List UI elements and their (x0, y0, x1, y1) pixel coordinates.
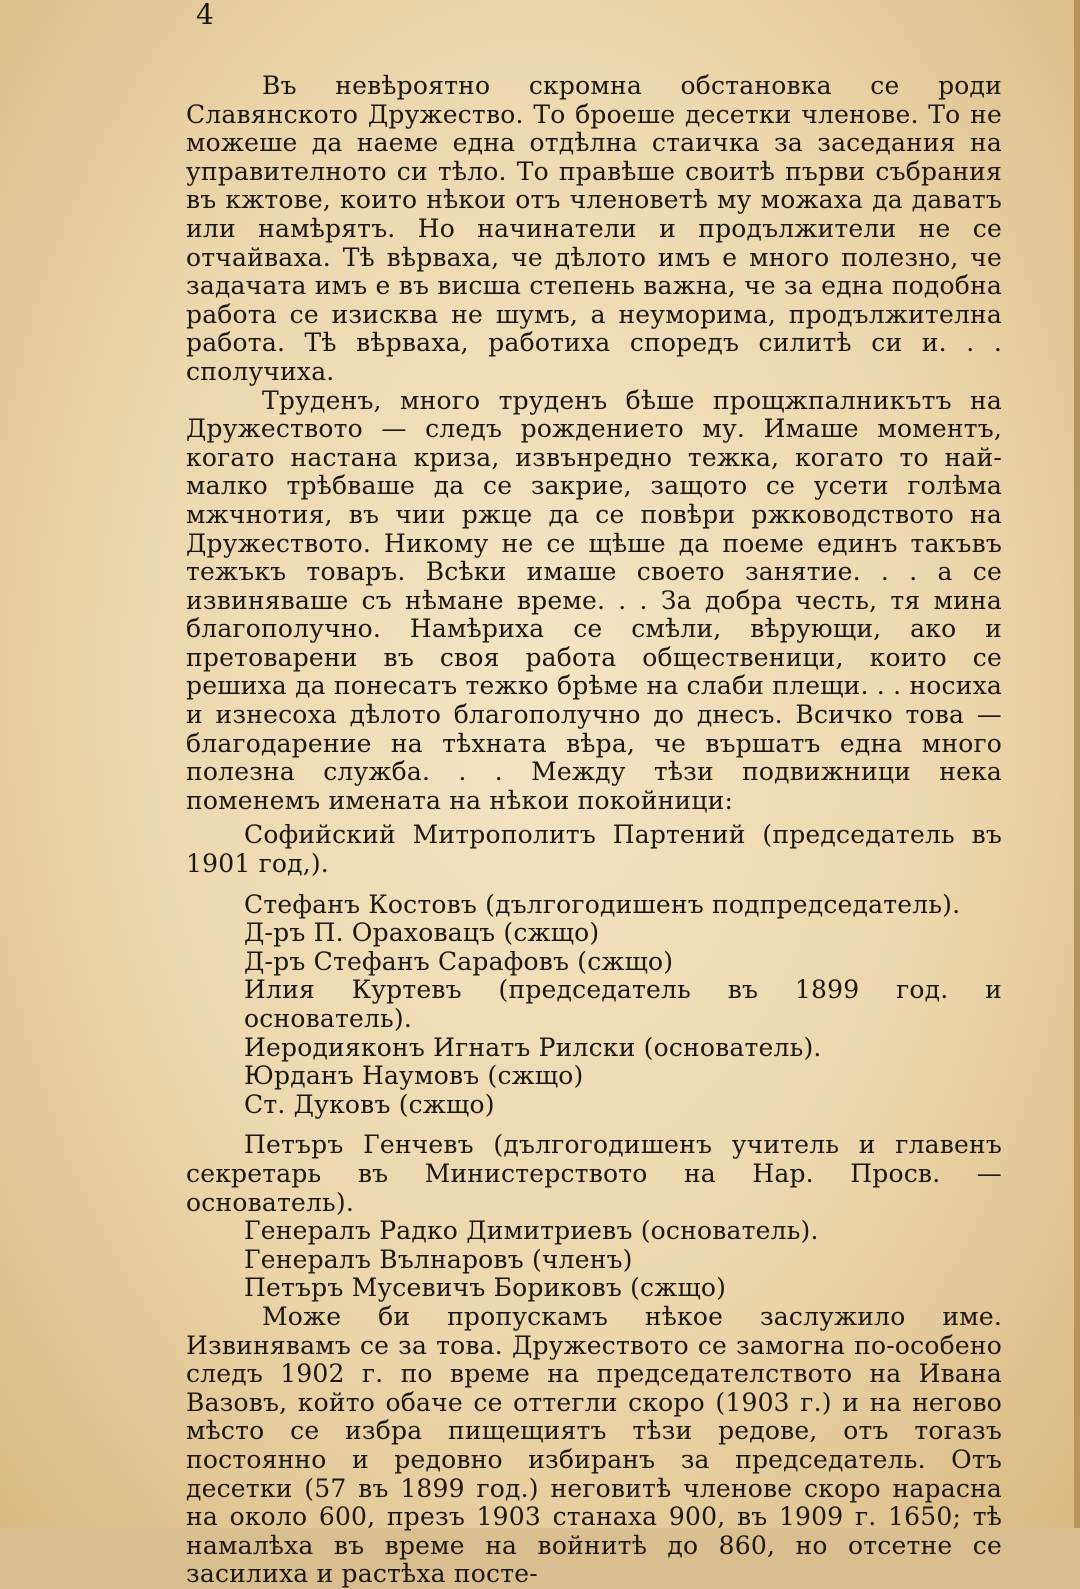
paragraph-founding: Въ невѣроятно скромна обстановка се роди Славянското Дружество. То броеше десетки членове. То не можеше да наеме една отдѣлна стаичка за заседания на управителното си тѣло. То правѣше своитѣ първи събрания въ кжтове, които нѣкои отъ членоветѣ му можаха да даватъ или намѣрятъ. Но начинатели и продължители не се отчайваха. Тѣ вѣрваха, че дѣлото имъ е много полезно, че задачата имъ е въ висша степень важна, че за една подобна работа се изисква не шумъ, а неуморима, продължителна работа. Тѣ вѣрваха, работиха споредъ силитѣ си и. . . сполучиха. (186, 71, 1002, 386)
deceased-members-list (186, 821, 1002, 1303)
list-item: Петъръ Генчевъ (дългогодишенъ учитель и главенъ секретарь въ Министерството на Нар. Просв. — основатель). (186, 1130, 1002, 1217)
list-item: Илия Куртевъ (председатель въ 1899 год. и основатель). (244, 975, 1002, 1033)
list-item: Юрданъ Наумовъ (сжщо) (244, 1061, 584, 1091)
page-number: 4 (196, 0, 214, 31)
list-item: Петъръ Мусевичъ Бориковъ (сжщо) (244, 1273, 727, 1303)
list-item: Д-ръ Стефанъ Сарафовъ (сжщо) (244, 946, 674, 976)
list-item: Д-ръ П. Ораховацъ (сжщо) (244, 918, 600, 948)
list-item: Генералъ Вълнаровъ (членъ) (244, 1244, 633, 1274)
list-item: Стефанъ Костовъ (дългогодишенъ подпредседатель). (244, 889, 961, 919)
paragraph-crisis: Труденъ, много труденъ бѣше прощжпалникътъ на Дружеството — следъ рождението му. Имаше моментъ, когато настана криза, извънредно тежка, когато то най-малко трѣбваше да се закрие, защото се усети голѣма мжчнотия, въ чии ржце да се повѣри ржководството на Дружеството. Никому не се щѣше да поеме единъ такъвъ тежъкъ товаръ. Всѣки имаше своето занятие. . . а се извиняваше съ нѣмане време. . . За добра честь, тя мина благополучно. Намѣриха се смѣли, вѣрующи, ако и претоварени въ своя работа общественици, които се решиха да понесатъ тежко брѣме на слаби плещи. . . носиха и изнесоха дѣлото благополучно до днесъ. Всичко това — благодарение на тѣхната вѣра, че вършатъ една много полезна служба. . . Между тѣзи подвижници нека поменемъ имената на нѣкои покойници: (186, 385, 1002, 815)
paragraph-growth: Може би пропускамъ нѣкое заслужило име. Извинявамъ се за това. Дружеството се замогна по-особено следъ 1902 г. по време на председателството на Ивана Вазовъ, който обаче се оттегли скоро (1903 г.) и на негово мѣсто се избра пищещиятъ тѣзи редове, отъ тогазъ постоянно и редовно избиранъ за председатель. Отъ десетки (57 въ 1899 год.) неговитѣ членове скоро нарасна на около 600, презъ 1903 станаха 900, въ 1909 г. 1650; тѣ намалѣха въ време на войнитѣ до 860, но отсетне се засилиха и растѣха посте- (186, 1301, 1002, 1589)
list-item: Иеродияконъ Игнатъ Рилски (основатель). (244, 1032, 822, 1062)
body-text (186, 72, 1002, 1589)
list-item: Ст. Дуковъ (сжщо) (244, 1089, 495, 1119)
list-item: Генералъ Радко Димитриевъ (основатель). (244, 1216, 819, 1246)
list-item: Софийский Митрополитъ Партений (председатель въ 1901 год,). (186, 820, 1002, 879)
